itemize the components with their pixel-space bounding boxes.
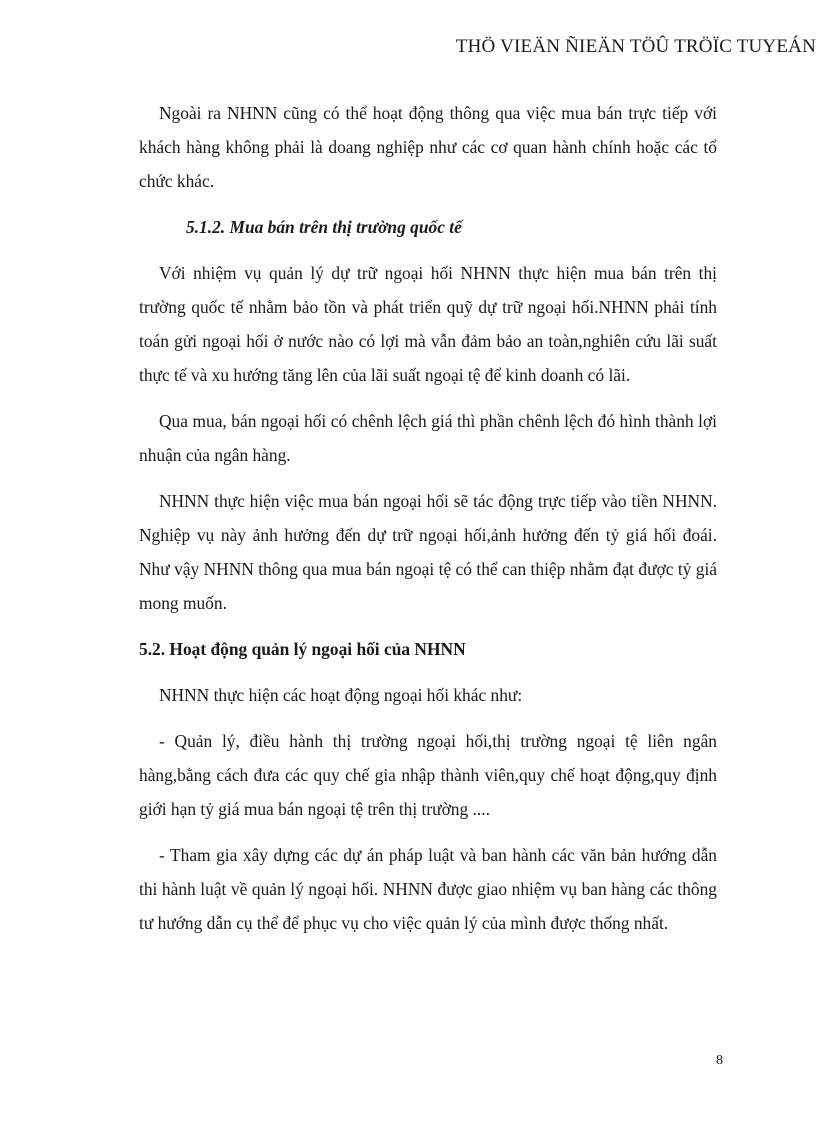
page-number: 8 [716,1053,723,1068]
document-body [139,96,717,940]
paragraph: Ngoài ra NHNN cũng có thể hoạt động thông qua việc mua bán trực tiếp với khách hàng không phải là doang nghiệp như các cơ quan hành chính hoặc các tổ chức khác. [139,103,717,191]
page-header: THÖ VIEÄN ÑIEÄN TÖÛ TRÖÏC TUYEÁN [455,36,816,57]
paragraph: NHNN thực hiện các hoạt động ngoại hối khác như: [159,685,523,705]
paragraph: Với nhiệm vụ quản lý dự trữ ngoại hối NHNN thực hiện mua bán trên thị trường quốc tế nhằm bảo tồn và phát triển quỹ dự trữ ngoại hối.NHNN phải tính toán gửi ngoại hối ở nước nào có lợi mà vẫn đảm bảo an toàn,nghiên cứu lãi suất thực tế và xu hướng tăng lên của lãi suất ngoại tệ để kinh doanh có lãi. [139,263,717,385]
paragraph: - Tham gia xây dựng các dự án pháp luật và ban hành các văn bản hướng dẫn thi hành luật về quản lý ngoại hối. NHNN được giao nhiệm vụ ban hàng các thông tư hướng dẫn cụ thể để phục vụ cho việc quản lý của mình được thống nhất. [139,845,717,933]
paragraph: - Quản lý, điều hành thị trường ngoại hối,thị trường ngoại tệ liên ngân hàng,bằng cách đưa các quy chế gia nhập thành viên,quy chế hoạt động,quy định giới hạn tỷ giá mua bán ngoại tệ trên thị trường .... [139,731,717,819]
paragraph: NHNN thực hiện việc mua bán ngoại hối sẽ tác động trực tiếp vào tiền NHNN. Nghiệp vụ này ảnh hưởng đến dự trữ ngoại hối,ảnh hưởng đến tỷ giá hối đoái. Như vậy NHNN thông qua mua bán ngoại tệ có thể can thiệp nhằm đạt được tỷ giá mong muốn. [139,491,717,613]
section-heading-5-1-2: 5.1.2. Mua bán trên thị trường quốc tế [186,217,462,237]
paragraph: Qua mua, bán ngoại hối có chênh lệch giá thì phần chênh lệch đó hình thành lợi nhuận của ngân hàng. [139,411,717,465]
section-heading-5-2: 5.2. Hoạt động quản lý ngoại hối của NHNN [139,639,466,659]
